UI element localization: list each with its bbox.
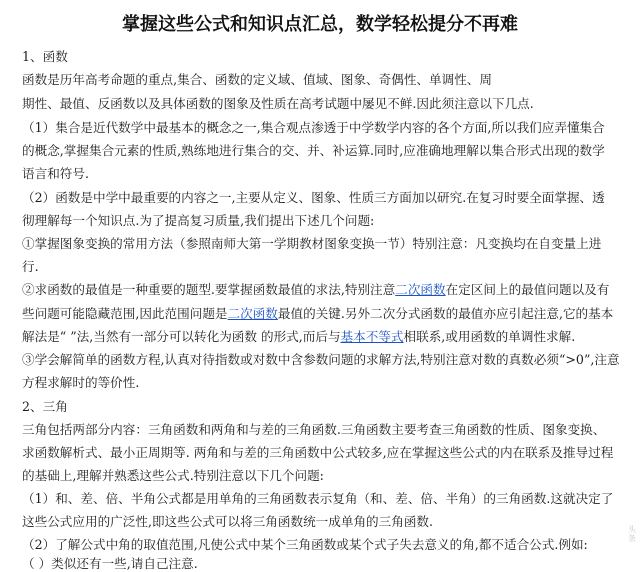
paragraph-line <box>22 326 575 345</box>
quadratic-function-link[interactable]: 二次函数 <box>395 282 446 297</box>
text-run: 解法是“ ”法,当然有一部分可以转化为函数 的形式,而后与 <box>22 329 341 344</box>
article-title: 掌握这些公式和知识点汇总，数学轻松提分不再难 <box>122 14 518 35</box>
paragraph-line: 求函数解析式、最小正周期等. 两角和与差的三角函数中公式较多,应在掌握这些公式的内在联系及推导过程 <box>22 445 614 460</box>
paragraph-line: 期性、最值、反函数以及具体函数的图象及性质在高考试题中屡见不鲜.因此须注意以下几点. <box>22 96 534 111</box>
section-heading-trigonometry: 2、三角 <box>22 399 68 414</box>
text-run: 在定区间上的最值问题以及有 <box>445 282 610 297</box>
text-run: 些问题可能隐藏范围,因此范围问题是 <box>22 306 228 321</box>
paragraph-line: 语言和符号. <box>22 166 89 181</box>
paragraph-line: 三角包括两部分内容：三角函数和两角和与差的三角函数.三角函数主要考查三角函数的性质、图象变换、 <box>22 422 606 437</box>
paragraph-line: 的基础上,理解并熟悉这些公式.特别注意以下几个问题: <box>22 468 324 483</box>
paragraph-line <box>22 279 609 298</box>
paragraph-line <box>22 303 613 322</box>
text-run: 最值的关键.另外二次分式函数的最值亦应引起注意,它的基本 <box>277 306 614 321</box>
section-heading-functions: 1、函数 <box>22 49 68 64</box>
paragraph-line: 方程求解时的等价性. <box>22 375 140 390</box>
quadratic-function-link[interactable]: 二次函数 <box>227 306 278 321</box>
paragraph-line: 彻理解每一个知识点.为了提高复习质量,我们提出下述几个问题: <box>22 213 375 228</box>
paragraph-line: 的概念,掌握集合元素的性质,熟练地进行集合的交、并、补运算.同时,应准确地理解以集合形式出现的数学 <box>22 143 605 158</box>
paragraph-line: （2）函数是中学中最重要的内容之一,主要从定义、图象、性质三方面加以研究.在复习时要全面掌握、透 <box>22 190 605 205</box>
paragraph-line: ③学会解简单的函数方程,认真对待指数或对数中含参数问题的求解方法,特别注意对数的真数必须“>0”,注意 <box>22 352 620 367</box>
paragraph-line: （2）了解公式中角的取值范围,凡使公式中某个三角函数或某个式子失去意义的角,都不适合公式.例如: <box>22 537 588 552</box>
paragraph-line: ①掌握图象变换的常用方法（参照南师大第一学期教材图象变换一节）特别注意：凡变换均在自变量上进 <box>22 236 602 251</box>
text-run: ②求函数的最值是一种重要的题型.要掌握函数最值的求法,特别注意 <box>22 282 396 297</box>
paragraph-line: 这些公式应用的广泛性,即这些公式可以将三角函数统一成单角的三角函数. <box>22 514 434 529</box>
paragraph-line: 函数是历年高考命题的重点,集合、函数的定义域、值域、图象、奇偶性、单调性、周 <box>22 72 492 87</box>
paragraph-line: （1）和、差、倍、半角公式都是用单角的三角函数表示复角（和、差、倍、半角）的三角函数.这就决定了 <box>22 491 614 506</box>
watermark: 头条 <box>628 525 636 543</box>
text-run: 相联系,或用函数的单调性求解. <box>403 329 576 344</box>
paragraph-line: （ ）类似还有一些,请自己注意. <box>22 556 198 571</box>
basic-inequality-link[interactable]: 基本不等式 <box>340 329 404 344</box>
paragraph-line: （1）集合是近代数学中最基本的概念之一,集合观点渗透于中学数学内容的各个方面,所以我们应弄懂集合 <box>22 120 605 135</box>
paragraph-line: 行. <box>22 259 39 274</box>
